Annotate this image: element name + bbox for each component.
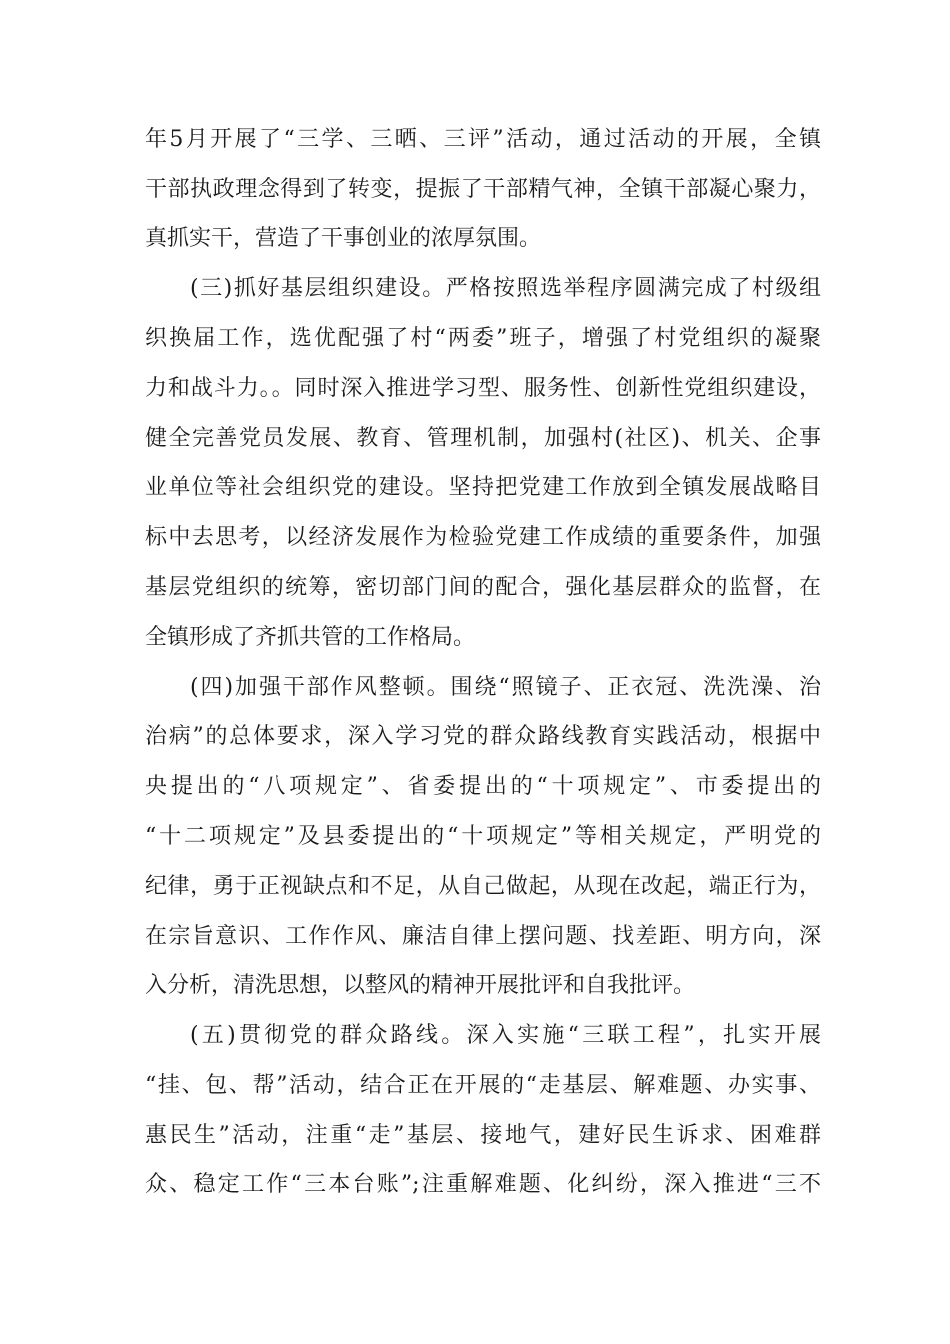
text-line: 入分析，清洗思想，以整风的精神开展批评和自我批评。 [145,973,696,998]
text-line: “十二项规定”及县委提出的“十项规定”等相关规定，严明党的 [145,824,821,849]
text-line: 基层党组织的统筹，密切部门间的配合，强化基层群众的监督，在 [145,575,821,600]
text-line: “挂、包、帮”活动，结合正在开展的“走基层、解难题、办实事、 [145,1073,821,1098]
text-line: 干部执政理念得到了转变，提振了干部精气神，全镇干部凝心聚力， [145,177,821,202]
text-line: 众、稳定工作“三本台账”;注重解难题、化纠纷，深入推进“三不 [145,1172,821,1197]
text-line: 力和战斗力。。同时深入推进学习型、服务性、创新性党组织建设， [145,376,821,401]
text-line: 纪律，勇于正视缺点和不足，从自己做起，从现在改起，端正行为， [145,874,821,899]
text-line: 治病”的总体要求，深入学习党的群众路线教育实践活动，根据中 [145,724,821,749]
text-line: 年5月开展了“三学、三晒、三评”活动，通过活动的开展，全镇 [145,127,821,152]
text-line: 真抓实干，营造了干事创业的浓厚氛围。 [145,226,542,251]
text-line: 业单位等社会组织党的建设。坚持把党建工作放到全镇发展战略目 [145,475,821,500]
text-line: (三)抓好基层组织建设。严格按照选举程序圆满完成了村级组 [190,276,821,301]
text-line: (四)加强干部作风整顿。围绕“照镜子、正衣冠、洗洗澡、治 [190,675,821,700]
text-line: 标中去思考，以经济发展作为检验党建工作成绩的重要条件，加强 [145,525,821,550]
text-line: 央提出的“八项规定”、省委提出的“十项规定”、市委提出的 [145,774,821,799]
text-line: (五)贯彻党的群众路线。深入实施“三联工程”，扎实开展 [190,1023,821,1048]
text-line: 惠民生”活动，注重“走”基层、接地气，建好民生诉求、困难群 [145,1123,821,1148]
text-line: 健全完善党员发展、教育、管理机制，加强村(社区)、机关、企事 [145,426,821,451]
text-line: 织换届工作，选优配强了村“两委”班子，增强了村党组织的凝聚 [145,326,821,351]
text-line: 在宗旨意识、工作作风、廉洁自律上摆问题、找差距、明方向，深 [145,924,821,949]
text-line: 全镇形成了齐抓共管的工作格局。 [145,625,476,650]
